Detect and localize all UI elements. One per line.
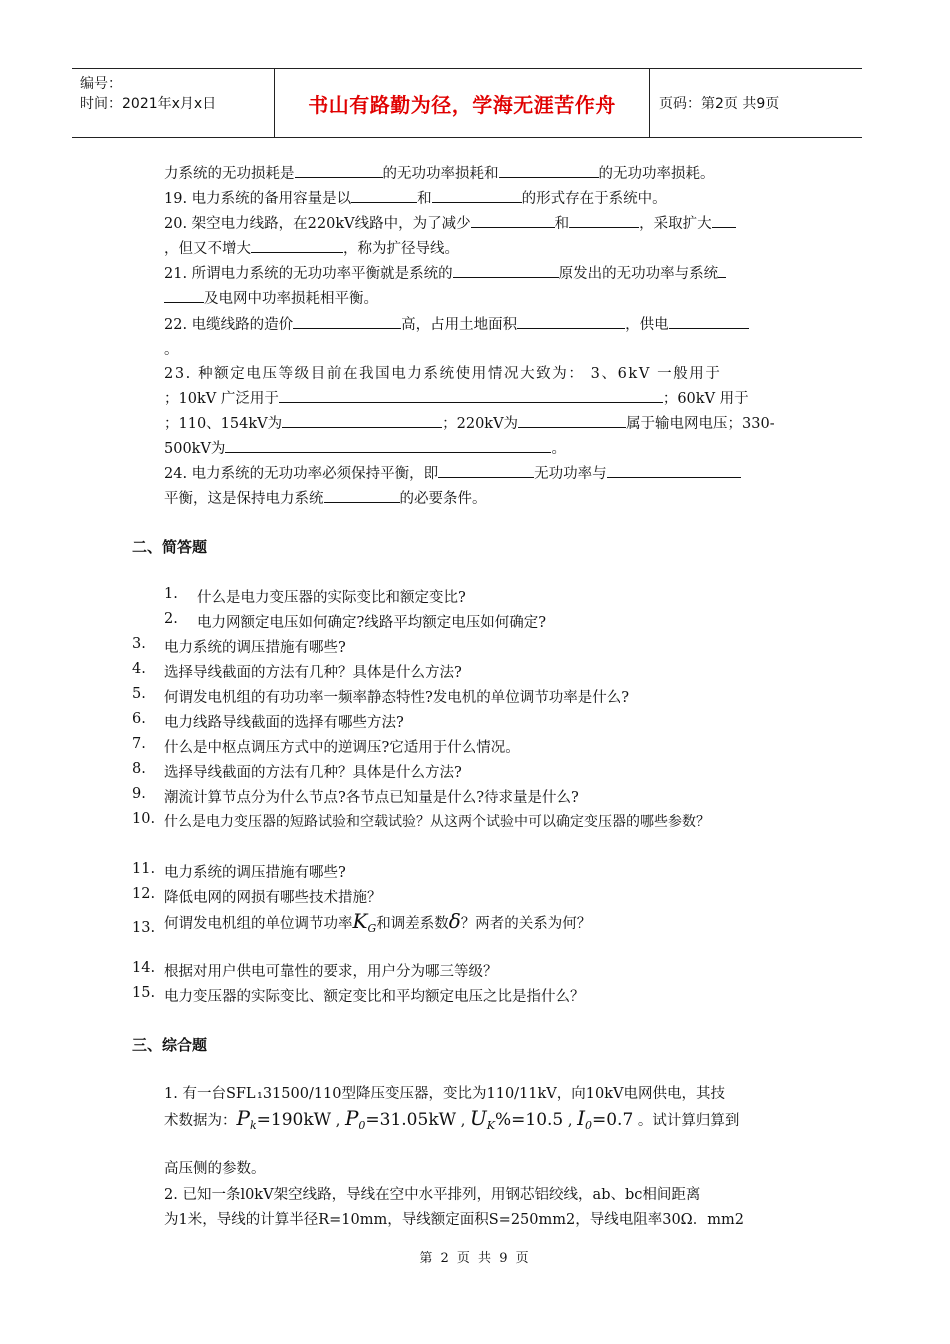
item-number: 10.	[132, 811, 156, 827]
time-label: 时间：2021年x月x日	[80, 96, 217, 112]
problem-1-data: 术数据为：$P_k=190kW$ , $P_0=31.05kW$ , $U_K\%=10.5$ , $I_0=0.7$ 。试计算归算到	[164, 1106, 740, 1132]
list-item: 电力系统的调压措施有哪些?	[164, 640, 346, 656]
item-number: 5.	[132, 686, 146, 702]
header-page-info	[649, 69, 862, 137]
list-item: 选择导线截面的方法有几种？具体是什么方法?	[164, 665, 462, 681]
list-item: 选择导线截面的方法有几种？具体是什么方法?	[164, 765, 462, 781]
question-23: 23. 种额定电压等级目前在我国电力系统使用情况大致为： 3、6kV 一般用于	[164, 366, 722, 382]
item-number: 15.	[132, 985, 156, 1001]
question-22: 22. 电缆线路的造价 高，占用土地面积 ，供电	[164, 313, 749, 334]
item-number: 1.	[164, 586, 178, 602]
list-item: 何谓发电机组的有功功率一频率静态特性?发电机的单位调节功率是什么?	[164, 690, 630, 706]
item-number: 8.	[132, 761, 146, 777]
list-item: 潮流计算节点分为什么节点?各节点已知量是什么?待求量是什么?	[164, 790, 579, 806]
question-23-b: ；10kV 广泛用于 ；60kV 用于	[164, 387, 749, 408]
list-item: 电力变压器的实际变比、额定变比和平均额定电压之比是指什么？	[164, 989, 585, 1005]
list-item: 电力线路导线截面的选择有哪些方法?	[164, 715, 404, 731]
question-23-c: ；110、154kV为 ；220kV为 属于输电网电压；330-	[164, 412, 775, 433]
item-number: 11.	[132, 861, 156, 877]
item-number: 3.	[132, 636, 146, 652]
question-19: 19. 电力系统的备用容量是以 和 的形式存在于系统中。	[164, 187, 667, 208]
question-22-end: 。	[164, 342, 179, 358]
problem-1: 1. 有一台SFL ₁31500/110型降压变压器，变比为110/11kV，向10kV电网供电，其技	[164, 1086, 725, 1102]
list-item: 根据对用户供电可靠性的要求，用户分为哪三等级？	[164, 964, 498, 980]
item-number: 9.	[132, 786, 146, 802]
item-number: 6.	[132, 711, 146, 727]
delta-symbol: δ	[448, 909, 461, 933]
item-number: 4.	[132, 661, 146, 677]
header-motto	[274, 69, 650, 137]
question-23-d: 500kV为 。	[164, 437, 566, 458]
list-item: 什么是电力变压器的短路试验和空载试验？从这两个试验中可以确定变压器的哪些参数？	[164, 814, 710, 830]
item-number: 14.	[132, 960, 156, 976]
section-2-title: 二、简答题	[132, 538, 208, 556]
header-meta	[72, 69, 274, 137]
kg-symbol: K	[352, 909, 368, 933]
item-number: 7.	[132, 736, 146, 752]
problem-1-end: 高压侧的参数。	[164, 1161, 266, 1177]
section-3-title: 三、综合题	[132, 1036, 208, 1054]
question-24: 24. 电力系统的无功功率必须保持平衡，即 无功功率与	[164, 462, 741, 483]
question-21: 21. 所谓电力系统的无功功率平衡就是系统的 原发出的无功功率与系统	[164, 262, 726, 283]
question-21-cont: 及电网中功率损耗相平衡。	[164, 287, 378, 308]
problem-2-cont: 为1米，导线的计算半径R=10mm，导线额定面积S=250mm2，导线电阻率30Ω．mm2	[164, 1212, 744, 1228]
item-number: 2.	[164, 611, 178, 627]
page-info-text: 页码：第2页 共9页	[659, 96, 780, 112]
list-item: 什么是中枢点调压方式中的逆调压?它适用于什么情况。	[164, 740, 520, 756]
page-footer: 第 2 页 共 9 页	[419, 1251, 531, 1266]
code-label: 编号：	[80, 76, 122, 92]
fill-line-1: 力系统的无功损耗是 的无功功率损耗和 的无功功率损耗。	[164, 162, 715, 183]
question-20: 20. 架空电力线路，在220kV线路中，为了减少 和 ，采取扩大	[164, 212, 736, 233]
list-item: 降低电网的网损有哪些技术措施？	[164, 890, 382, 906]
problem-2: 2. 已知一条l0kV架空线路，导线在空中水平排列，用钢芯铝绞线，ab、bc相间距离	[164, 1187, 701, 1203]
question-24-cont: 平衡，这是保持电力系统 的必要条件。	[164, 487, 487, 508]
page-header	[72, 68, 862, 138]
list-item: 何谓发电机组的单位调节功率$K_G$和调差系数δ？两者的关系为何？	[164, 909, 592, 935]
motto-text: 书山有路勤为径，学海无涯苦作舟	[308, 92, 616, 117]
question-20-cont: ，但又不增大 ，称为扩径导线。	[164, 237, 459, 258]
item-number: 13.	[132, 920, 156, 936]
list-item: 电力系统的调压措施有哪些?	[164, 865, 346, 881]
item-number: 12.	[132, 886, 156, 902]
list-item: 电力网额定电压如何确定?线路平均额定电压如何确定?	[197, 615, 547, 631]
list-item: 什么是电力变压器的实际变比和额定变比?	[197, 590, 466, 606]
